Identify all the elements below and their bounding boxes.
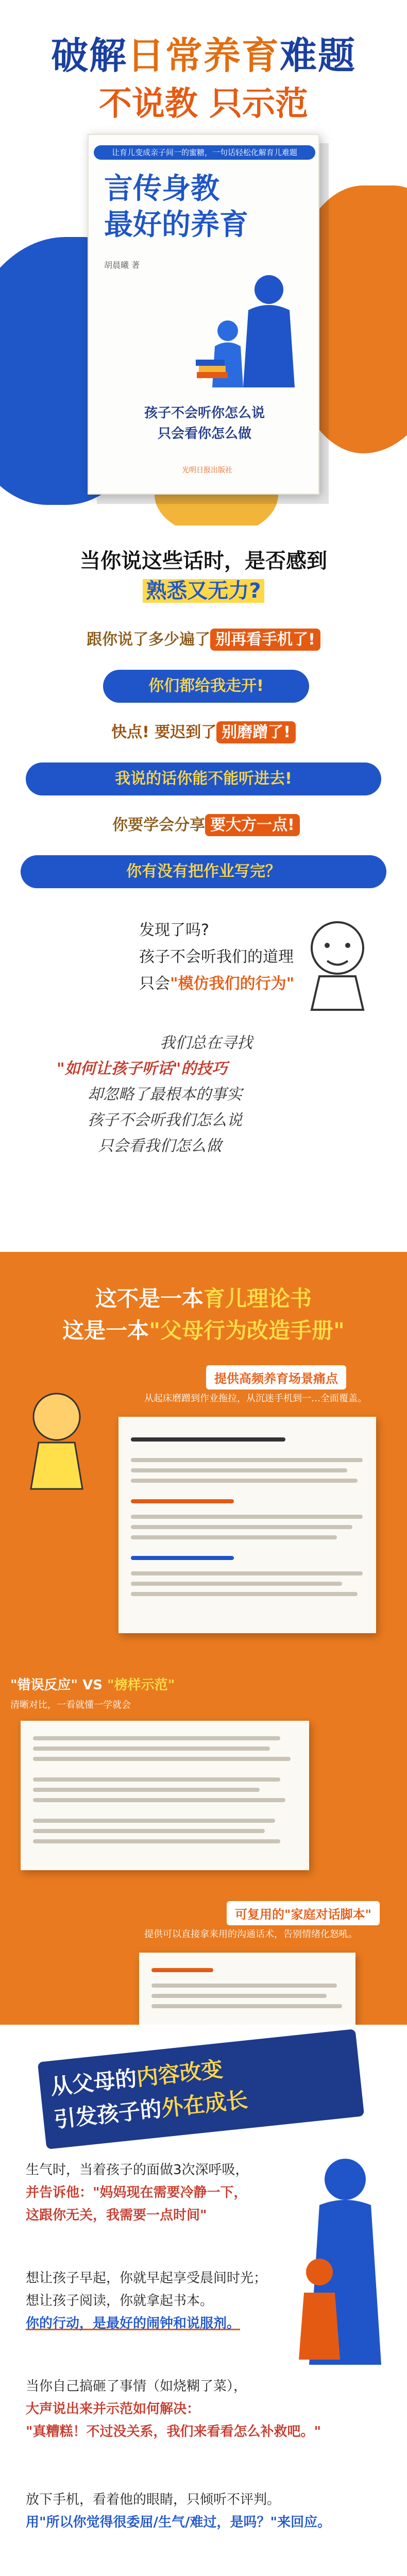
book-tagline: 孩子不会听你怎么说 只会看你怎么做: [144, 405, 265, 442]
quote-2: 你们都给我走开!: [103, 670, 309, 703]
feature-tag-dialogue-desc: 提供可以直接拿来用的沟通话术，告别情绪化怒吼。: [144, 1929, 358, 1940]
hero-title: 破解日常养育难题: [50, 34, 357, 77]
book-page-preview-3: [139, 1953, 355, 2025]
hero-subtitle: 不说教 只示范: [98, 85, 309, 123]
hero-section: [0, 0, 407, 526]
mid-message: 发现了吗? 孩子不会听我们的道理 只会"模仿我们的行为": [139, 921, 295, 993]
tip-mistakes: 当你自己搞砸了事情（如烧糊了菜）， 大声说出来并示范如何解决： "真糟糕！不过没关系，我们来看看怎么补救吧。": [26, 2379, 321, 2439]
growth-section: [0, 2025, 407, 2576]
tip-listening: 放下手机，看着他的眼睛，只倾听不评判。 用"所以你觉得很委屈/生气/难过，是吗？"来回应。: [26, 2492, 331, 2530]
pain-points-header: 当你说这些话时，是否感到 熟悉又无力?: [80, 549, 327, 603]
book-title: 言传身教 最好的养育: [104, 172, 248, 242]
tip-morning: 想让孩子早起，你就早起享受晨间时光； 想让孩子阅读，你就拿起书本。 你的行动，是最好的闹钟和说服剂。: [26, 2270, 267, 2331]
book-page-preview-1: [118, 1417, 376, 1633]
book-author: 胡晨曦 著: [104, 260, 140, 270]
comparison-desc: 清晰对比，一看就懂一学就会: [10, 1700, 131, 1710]
quote-4: 我说的话你能不能听进去!: [26, 762, 381, 795]
growth-banner-title: 从父母的内容改变 引发孩子的外在成长: [49, 2056, 249, 2132]
parent-child-illustration: [192, 269, 305, 393]
feature-tag-dialogue: 可复用的"家庭对话脚本": [227, 1901, 380, 1925]
book-page-preview-2: [21, 1721, 309, 1870]
quote-5: 你要学会分享 要大方一点!: [52, 809, 361, 842]
book-cover: [88, 134, 319, 495]
tip-calm: 生气时，当着孩子的面做3次深呼吸， 并告诉他："妈妈现在需要冷静一下， 这跟你无关，我需要一点时间": [26, 2162, 249, 2223]
quote-6: 你有没有把作业写完？: [21, 855, 386, 888]
manual-section: [0, 1252, 407, 2025]
manual-title: 这不是一本育儿理论书 这是一本"父母行为改造手册": [62, 1286, 345, 1343]
feature-tag-scenarios: 提供高频养育场景痛点: [206, 1365, 346, 1389]
doodle-girl-illustration: [10, 1381, 103, 1494]
mother-child-illustration: [289, 2154, 392, 2370]
quote-3: 快点! 要迟到了 别磨蹭了!: [31, 716, 376, 749]
feature-tag-scenarios-desc: 从起床磨蹭到作业拖拉，从沉迷手机到一…全面覆盖。: [144, 1393, 367, 1404]
book-band: 让育儿变成亲子间一的蜜糖，一句话轻松化解育儿难题: [94, 145, 315, 160]
quote-1: 跟你说了多少遍了 别再看手机了!: [31, 623, 376, 656]
handwritten-note: 我们总在寻找 "如何让孩子听话"的技巧 却忽略了最根本的事实 孩子不会听我们怎么说 只会看我们怎么做: [57, 1034, 252, 1155]
comparison-label: "错误反应" VS "榜样示范": [10, 1677, 175, 1693]
pain-points-section: [0, 526, 407, 1252]
book-publisher: 光明日报出版社: [182, 466, 232, 474]
